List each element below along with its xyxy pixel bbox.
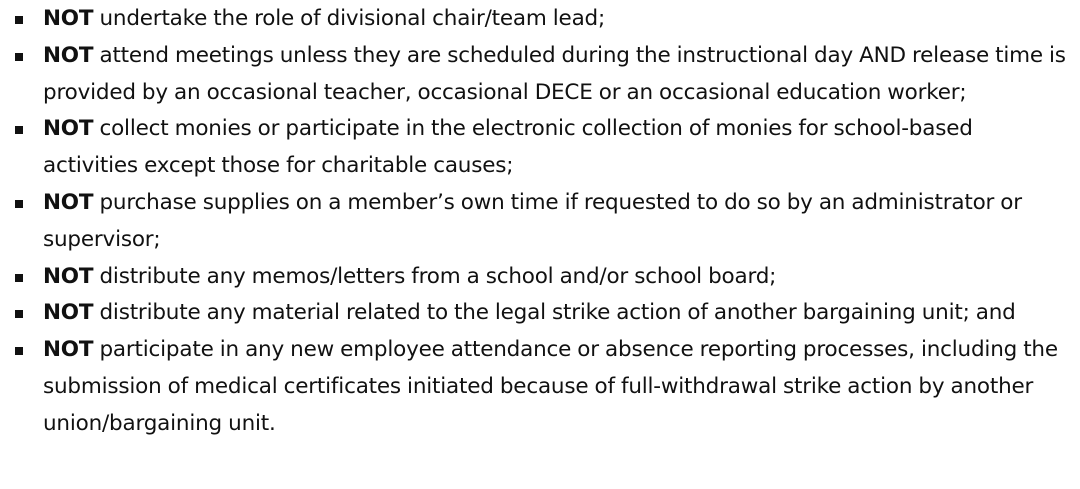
item-lead: NOT (43, 337, 94, 363)
list-item (0, 259, 1080, 296)
square-bullet-icon (15, 126, 23, 134)
item-lead: NOT (43, 189, 94, 215)
list-item (0, 295, 1080, 332)
item-text: undertake the role of divisional chair/team lead; (93, 6, 606, 31)
item-text: participate in any new employee attendance or absence reporting processes, including the submission of medical certificates initiated because of full-withdrawal strike action by another union/bargaining unit. (43, 337, 1058, 436)
list-item (0, 332, 1080, 442)
square-bullet-icon (15, 310, 23, 318)
square-bullet-icon (15, 16, 23, 24)
item-lead: NOT (43, 6, 94, 31)
item-text: attend meetings unless they are scheduled during the instructional day AND release time is provided by an occasional teacher, occasional DECE or an occasional education worker; (43, 42, 1066, 105)
item-text: purchase supplies on a member’s own time if requested to do so by an administrator or supervisor; (43, 189, 1022, 252)
list-item (0, 185, 1080, 259)
item-text: distribute any memos/letters from a school and/or school board; (93, 263, 777, 289)
list-item (0, 38, 1080, 112)
square-bullet-icon (15, 347, 23, 355)
square-bullet-icon (15, 53, 23, 61)
item-lead: NOT (43, 42, 94, 68)
square-bullet-icon (15, 274, 23, 282)
item-text: collect monies or participate in the electronic collection of monies for school-based activities except those for charitable causes; (43, 116, 973, 179)
item-lead: NOT (43, 300, 94, 326)
list-item (0, 1, 1080, 38)
list-item (0, 111, 1080, 185)
square-bullet-icon (15, 200, 23, 208)
item-lead: NOT (43, 263, 94, 289)
item-text: distribute any material related to the legal strike action of another bargaining unit; and (93, 300, 1016, 326)
item-lead: NOT (43, 116, 94, 142)
